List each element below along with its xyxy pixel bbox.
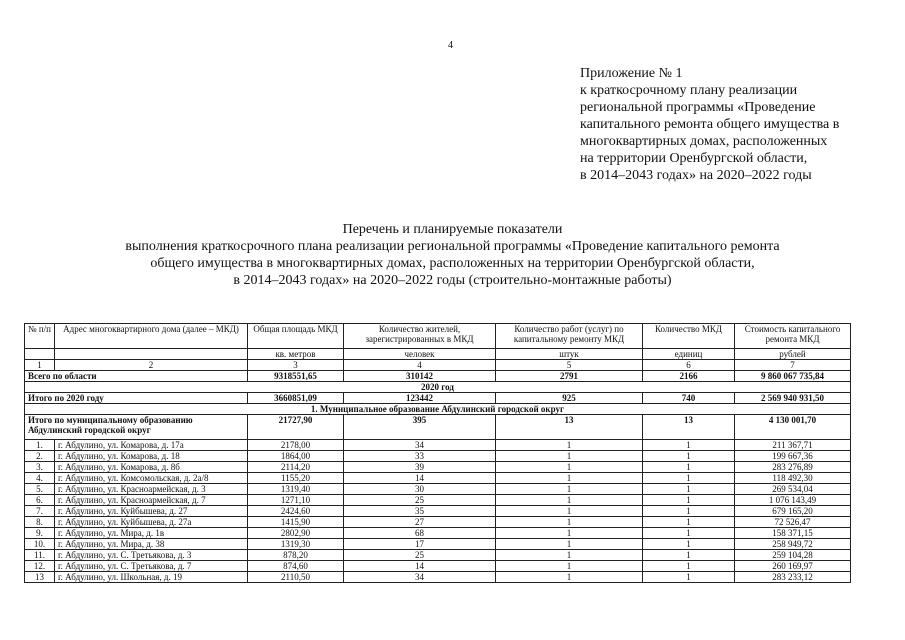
total-cell: 13 [643,415,735,440]
value-cell: 1 [643,495,735,506]
row-number: 9. [25,528,55,539]
value-cell: 1271,10 [248,495,344,506]
row-number: 2. [25,451,55,462]
value-cell: 1 [643,561,735,572]
value-cell: 118 492,30 [735,473,851,484]
row-number: 4. [25,473,55,484]
title-line: Перечень и планируемые показатели [342,222,563,237]
value-cell: 1 [496,473,643,484]
unit-cell: кв. метров [248,349,344,360]
value-cell: 34 [344,572,496,583]
appendix-note [580,65,880,184]
value-cell: 211 367,71 [735,440,851,451]
address-cell: г. Абдулино, ул. Школьная, д. 19 [55,572,248,583]
header-cell: Количество жителей, зарегистрированных в МКД [344,324,496,349]
value-cell: 1 [643,506,735,517]
row-number: 11. [25,550,55,561]
value-cell: 1 [496,506,643,517]
table-row [25,473,851,484]
title-line: в 2014–2043 годах» на 2020–2022 годы (строительно-монтажные работы) [233,273,672,288]
value-cell: 1319,30 [248,539,344,550]
column-number: 5 [496,360,643,371]
total-cell: 2 569 940 931,50 [735,393,851,404]
appendix-line: на территории Оренбургской области, [580,151,808,166]
appendix-line: к краткосрочному плану реализации [580,83,798,98]
year-label: 2020 год [25,382,851,393]
column-number: 7 [735,360,851,371]
value-cell: 1 [496,440,643,451]
header-cell: Количество МКД [643,324,735,349]
column-number: 2 [55,360,248,371]
total-cell: 310142 [344,371,496,382]
value-cell: 1 [643,484,735,495]
total-municipality-row [25,415,851,440]
address-cell: г. Абдулино, ул. Мира, д. 1в [55,528,248,539]
value-cell: 25 [344,550,496,561]
appendix-line: многоквартирных домах, расположенных [580,134,828,149]
total-cell: 3660851,09 [248,393,344,404]
value-cell: 1 [496,517,643,528]
year-row [25,382,851,393]
value-cell: 2178,00 [248,440,344,451]
value-cell: 874,60 [248,561,344,572]
unit-cell: человек [344,349,496,360]
total-label: Итого по муниципальному образованию Абдулинский городской округ [25,415,248,440]
column-number: 6 [643,360,735,371]
table-row [25,528,851,539]
value-cell: 2802,90 [248,528,344,539]
table-row [25,440,851,451]
column-number: 4 [344,360,496,371]
value-cell: 1 076 143,49 [735,495,851,506]
table-row [25,572,851,583]
value-cell: 1 [496,462,643,473]
municipality-label: 1. Муниципальное образование Абдулинский городской округ [25,404,851,415]
value-cell: 35 [344,506,496,517]
address-cell: г. Абдулино, ул. С. Третьякова, д. 3 [55,550,248,561]
address-cell: г. Абдулино, ул. Мира, д. 38 [55,539,248,550]
address-cell: г. Абдулино, ул. С. Третьякова, д. 7 [55,561,248,572]
total-cell: 740 [643,393,735,404]
value-cell: 1 [643,517,735,528]
appendix-line: в 2014–2043 годах» на 2020–2022 годы [580,168,812,183]
address-cell: г. Абдулино, ул. Красноармейская, д. 3 [55,484,248,495]
value-cell: 1 [643,451,735,462]
value-cell: 1 [496,451,643,462]
row-number: 3. [25,462,55,473]
total-region-row [25,371,851,382]
value-cell: 1 [643,440,735,451]
table-row [25,495,851,506]
value-cell: 1 [643,572,735,583]
table-row [25,462,851,473]
value-cell: 1 [496,484,643,495]
address-cell: г. Абдулино, ул. Комарова, д. 18 [55,451,248,462]
address-cell: г. Абдулино, ул. Комсомольская, д. 2а/8 [55,473,248,484]
appendix-line: региональной программы «Проведение [580,100,816,115]
total-cell: 2166 [643,371,735,382]
value-cell: 283 233,12 [735,572,851,583]
total-cell: 9 860 067 735,84 [735,371,851,382]
unit-cell [55,349,248,360]
value-cell: 1 [643,462,735,473]
column-number-row [25,360,851,371]
value-cell: 259 104,28 [735,550,851,561]
appendix-line: Приложение № 1 [580,66,683,81]
unit-cell: рублей [735,349,851,360]
value-cell: 27 [344,517,496,528]
value-cell: 1 [643,528,735,539]
total-cell: 123442 [344,393,496,404]
value-cell: 679 165,20 [735,506,851,517]
value-cell: 33 [344,451,496,462]
document-title [0,221,905,289]
table-row [25,539,851,550]
value-cell: 68 [344,528,496,539]
table-row [25,451,851,462]
value-cell: 14 [344,561,496,572]
value-cell: 1 [643,473,735,484]
row-number: 5. [25,484,55,495]
value-cell: 283 276,89 [735,462,851,473]
value-cell: 1 [496,539,643,550]
value-cell: 1415,90 [248,517,344,528]
row-number: 13 [25,572,55,583]
total-2020-row [25,393,851,404]
address-cell: г. Абдулино, ул. Красноармейская, д. 7 [55,495,248,506]
value-cell: 1 [496,528,643,539]
value-cell: 1 [496,495,643,506]
total-label: Итого по 2020 году [25,393,248,404]
total-cell: 13 [496,415,643,440]
value-cell: 1319,40 [248,484,344,495]
value-cell: 1155,20 [248,473,344,484]
total-cell: 21727,90 [248,415,344,440]
value-cell: 1 [496,550,643,561]
address-cell: г. Абдулино, ул. Куйбышева, д. 27 [55,506,248,517]
total-cell: 395 [344,415,496,440]
value-cell: 17 [344,539,496,550]
value-cell: 1 [496,561,643,572]
page-number: 4 [448,40,453,51]
value-cell: 2424,60 [248,506,344,517]
value-cell: 1 [496,572,643,583]
column-number: 1 [25,360,55,371]
value-cell: 199 667,36 [735,451,851,462]
title-line: выполнения краткосрочного плана реализации региональной программы «Проведение капитального ремонта [125,239,780,254]
row-number: 10. [25,539,55,550]
total-cell: 2791 [496,371,643,382]
table-row [25,550,851,561]
value-cell: 14 [344,473,496,484]
value-cell: 72 526,47 [735,517,851,528]
total-cell: 925 [496,393,643,404]
table-row [25,517,851,528]
row-number: 1. [25,440,55,451]
appendix-line: капитального ремонта общего имущества в [580,117,840,132]
address-cell: г. Абдулино, ул. Комарова, д. 17а [55,440,248,451]
table-body [25,440,851,583]
value-cell: 39 [344,462,496,473]
value-cell: 2114,20 [248,462,344,473]
value-cell: 1 [643,539,735,550]
row-number: 12. [25,561,55,572]
value-cell: 269 534,04 [735,484,851,495]
value-cell: 34 [344,440,496,451]
value-cell: 878,20 [248,550,344,561]
header-cell: Количество работ (услуг) по капитальному ремонту МКД [496,324,643,349]
header-cell: № п/п [25,324,55,349]
municipality-row [25,404,851,415]
table-units-row [25,349,851,360]
value-cell: 30 [344,484,496,495]
row-number: 6. [25,495,55,506]
unit-cell: единиц [643,349,735,360]
total-cell: 4 130 001,70 [735,415,851,440]
value-cell: 1864,00 [248,451,344,462]
table-row [25,561,851,572]
total-label: Всего по области [25,371,248,382]
value-cell: 1 [643,550,735,561]
table-row [25,484,851,495]
header-cell: Общая площадь МКД [248,324,344,349]
table-row [25,506,851,517]
unit-cell [25,349,55,360]
address-cell: г. Абдулино, ул. Куйбышева, д. 27а [55,517,248,528]
row-number: 7. [25,506,55,517]
value-cell: 25 [344,495,496,506]
unit-cell: штук [496,349,643,360]
column-number: 3 [248,360,344,371]
value-cell: 158 371,15 [735,528,851,539]
header-cell: Стоимость капитального ремонта МКД [735,324,851,349]
value-cell: 260 169,97 [735,561,851,572]
total-cell: 9318551,65 [248,371,344,382]
row-number: 8. [25,517,55,528]
plan-table [24,323,851,583]
value-cell: 258 949,72 [735,539,851,550]
address-cell: г. Абдулино, ул. Комарова, д. 8б [55,462,248,473]
value-cell: 2110,50 [248,572,344,583]
table-header-row [25,324,851,349]
header-cell: Адрес многоквартирного дома (далее – МКД) [55,324,248,349]
title-line: общего имущества в многоквартирных домах, расположенных на территории Оренбургской области, [150,256,755,271]
